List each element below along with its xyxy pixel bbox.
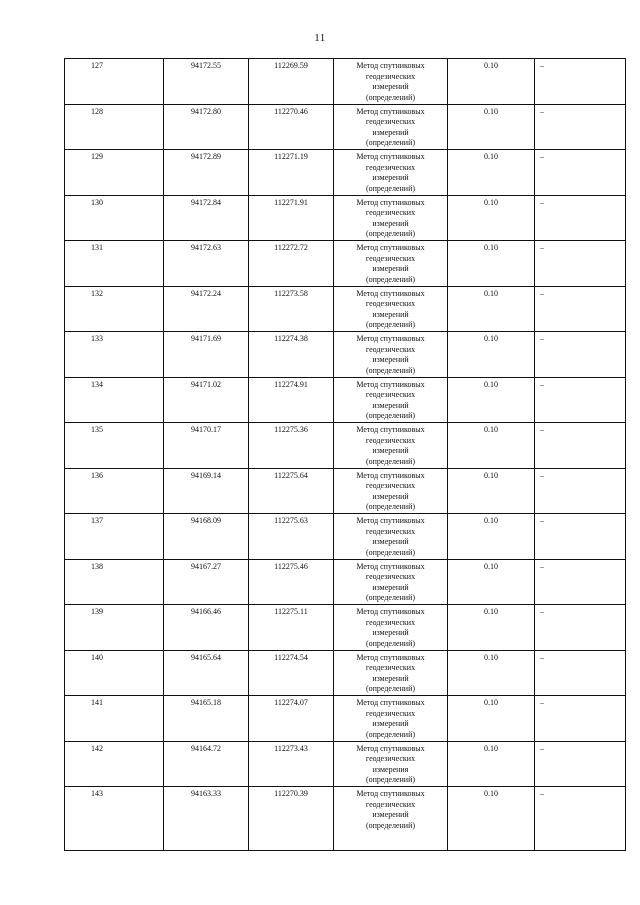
coordinate-x-cell	[164, 559, 249, 605]
point-number-text: 140	[91, 652, 103, 662]
note-text: –	[540, 334, 544, 343]
coordinate-y-text: 112274.91	[274, 379, 308, 389]
accuracy-text: 0.10	[484, 288, 498, 298]
note-cell	[535, 787, 626, 851]
coordinate-x-text: 94172.80	[191, 106, 221, 116]
coordinate-x-text: 94166.46	[191, 607, 221, 616]
coordinate-y-cell	[249, 423, 334, 469]
accuracy-text: 0.10	[484, 334, 498, 343]
accuracy-cell	[448, 332, 535, 378]
coordinate-x-text: 94169.14	[191, 470, 221, 480]
method-cell	[334, 332, 448, 378]
note-cell	[535, 696, 626, 742]
accuracy-text: 0.10	[484, 61, 498, 70]
coordinate-x-text: 94164.72	[191, 743, 221, 753]
page-number: 11	[314, 32, 326, 44]
note-cell	[535, 286, 626, 332]
accuracy-text: 0.10	[484, 698, 498, 707]
note-cell	[535, 241, 626, 287]
method-text: Метод спутниковых геодезических измерений (определений)	[356, 652, 425, 693]
method-text: Метод спутниковых геодезических измерений (определений)	[356, 288, 425, 329]
note-cell	[535, 650, 626, 696]
point-number-text: 139	[91, 607, 103, 616]
accuracy-text: 0.10	[484, 743, 498, 753]
accuracy-text: 0.10	[484, 106, 498, 116]
point-number-cell	[65, 741, 164, 787]
coordinate-x-text: 94172.24	[191, 288, 221, 298]
point-number-text: 138	[91, 561, 103, 571]
table-row	[65, 559, 626, 605]
coordinate-y-text: 112275.46	[274, 561, 308, 571]
note-cell	[535, 332, 626, 378]
note-text: –	[540, 425, 544, 434]
method-text: Метод спутниковых геодезических измерений (определений)	[356, 516, 425, 557]
note-text: –	[540, 470, 544, 480]
coordinate-x-cell	[164, 468, 249, 514]
point-number-text: 133	[91, 334, 103, 343]
point-number-text: 130	[91, 197, 103, 207]
point-number-cell	[65, 605, 164, 651]
point-number-cell	[65, 787, 164, 851]
table-row	[65, 514, 626, 560]
method-cell	[334, 59, 448, 105]
coordinate-x-cell	[164, 696, 249, 742]
coordinate-y-text: 112274.38	[274, 334, 308, 343]
accuracy-cell	[448, 741, 535, 787]
point-number-cell	[65, 286, 164, 332]
point-number-cell	[65, 59, 164, 105]
coordinate-x-cell	[164, 650, 249, 696]
note-text: –	[540, 652, 544, 662]
coordinate-x-text: 94168.09	[191, 516, 221, 525]
point-number-text: 134	[91, 379, 103, 389]
accuracy-cell	[448, 605, 535, 651]
coordinate-x-text: 94170.17	[191, 425, 221, 434]
coordinate-x-cell	[164, 332, 249, 378]
method-cell	[334, 241, 448, 287]
coordinate-y-cell	[249, 104, 334, 150]
point-number-text: 128	[91, 106, 103, 116]
accuracy-cell	[448, 559, 535, 605]
coordinate-x-cell	[164, 605, 249, 651]
table-row	[65, 605, 626, 651]
accuracy-cell	[448, 241, 535, 287]
note-cell	[535, 377, 626, 423]
coordinate-y-text: 112273.58	[274, 288, 308, 298]
coordinate-y-cell	[249, 559, 334, 605]
coordinate-x-cell	[164, 286, 249, 332]
coordinate-y-text: 112270.46	[274, 106, 308, 116]
accuracy-cell	[448, 150, 535, 196]
coordinate-x-cell	[164, 741, 249, 787]
coordinate-x-text: 94172.84	[191, 197, 221, 207]
coordinate-x-text: 94167.27	[191, 561, 221, 571]
coordinate-y-cell	[249, 468, 334, 514]
method-cell	[334, 741, 448, 787]
method-text: Метод спутниковых геодезических измерений (определений)	[356, 379, 425, 420]
note-text: –	[540, 197, 544, 207]
table-row	[65, 195, 626, 241]
point-number-text: 129	[91, 152, 103, 161]
coordinate-x-cell	[164, 423, 249, 469]
point-number-cell	[65, 104, 164, 150]
coordinate-y-cell	[249, 650, 334, 696]
coordinate-y-cell	[249, 605, 334, 651]
coordinate-y-cell	[249, 741, 334, 787]
point-number-text: 131	[91, 243, 103, 252]
table-row	[65, 741, 626, 787]
point-number-text: 135	[91, 425, 103, 434]
note-cell	[535, 605, 626, 651]
note-text: –	[540, 698, 544, 707]
coordinates-table	[64, 58, 626, 851]
note-text: –	[540, 743, 544, 753]
accuracy-cell	[448, 650, 535, 696]
method-text: Метод спутниковых геодезических измерений (определений)	[356, 561, 425, 602]
note-text: –	[540, 607, 544, 616]
note-text: –	[540, 516, 544, 525]
coordinate-x-cell	[164, 195, 249, 241]
coordinate-y-cell	[249, 787, 334, 851]
method-cell	[334, 514, 448, 560]
coordinate-y-text: 112275.64	[274, 470, 308, 480]
accuracy-cell	[448, 787, 535, 851]
point-number-text: 132	[91, 288, 103, 298]
note-cell	[535, 423, 626, 469]
method-text: Метод спутниковых геодезических измерений (определений)	[356, 698, 425, 739]
point-number-cell	[65, 650, 164, 696]
method-text: Метод спутниковых геодезических измерений (определений)	[356, 152, 425, 193]
coordinate-x-cell	[164, 59, 249, 105]
coordinate-y-text: 112271.91	[274, 197, 308, 207]
accuracy-text: 0.10	[484, 516, 498, 525]
coordinate-y-text: 112275.63	[274, 516, 308, 525]
coordinate-y-text: 112271.19	[274, 152, 308, 161]
table-row	[65, 104, 626, 150]
coordinate-y-text: 112274.54	[274, 652, 308, 662]
method-cell	[334, 650, 448, 696]
table-row	[65, 59, 626, 105]
point-number-cell	[65, 559, 164, 605]
method-cell	[334, 696, 448, 742]
coordinate-x-cell	[164, 150, 249, 196]
coordinate-x-cell	[164, 241, 249, 287]
table-row	[65, 150, 626, 196]
point-number-text: 137	[91, 516, 103, 525]
point-number-cell	[65, 150, 164, 196]
table-row	[65, 787, 626, 851]
accuracy-text: 0.10	[484, 652, 498, 662]
point-number-text: 141	[91, 698, 103, 707]
table-row	[65, 468, 626, 514]
accuracy-text: 0.10	[484, 425, 498, 434]
coordinate-y-text: 112275.36	[274, 425, 308, 434]
coordinate-x-text: 94172.89	[191, 152, 221, 161]
coordinate-y-cell	[249, 286, 334, 332]
accuracy-cell	[448, 514, 535, 560]
point-number-cell	[65, 241, 164, 287]
coordinate-x-cell	[164, 104, 249, 150]
point-number-text: 127	[91, 61, 103, 70]
accuracy-text: 0.10	[484, 470, 498, 480]
table-row	[65, 650, 626, 696]
note-text: –	[540, 561, 544, 571]
coordinate-y-cell	[249, 59, 334, 105]
note-cell	[535, 468, 626, 514]
method-text: Метод спутниковых геодезических измерений (определений)	[356, 789, 425, 830]
method-cell	[334, 195, 448, 241]
method-text: Метод спутниковых геодезических измерений (определений)	[356, 61, 425, 102]
coordinate-y-cell	[249, 332, 334, 378]
note-cell	[535, 104, 626, 150]
coordinate-y-text: 112274.07	[274, 698, 308, 707]
method-cell	[334, 104, 448, 150]
table-row	[65, 423, 626, 469]
point-number-cell	[65, 468, 164, 514]
method-cell	[334, 150, 448, 196]
accuracy-cell	[448, 696, 535, 742]
point-number-text: 143	[91, 789, 103, 798]
method-cell	[334, 787, 448, 851]
point-number-cell	[65, 514, 164, 560]
point-number-cell	[65, 332, 164, 378]
accuracy-text: 0.10	[484, 379, 498, 389]
method-cell	[334, 559, 448, 605]
note-cell	[535, 559, 626, 605]
coordinate-x-text: 94172.63	[191, 243, 221, 252]
accuracy-cell	[448, 195, 535, 241]
table-body	[65, 59, 626, 851]
note-text: –	[540, 789, 544, 798]
note-text: –	[540, 106, 544, 116]
coordinate-x-text: 94165.64	[191, 652, 221, 662]
point-number-cell	[65, 423, 164, 469]
coordinate-y-cell	[249, 150, 334, 196]
accuracy-cell	[448, 377, 535, 423]
point-number-cell	[65, 696, 164, 742]
note-cell	[535, 741, 626, 787]
table-row	[65, 241, 626, 287]
coordinate-y-text: 112273.43	[274, 743, 308, 753]
coordinate-x-text: 94165.18	[191, 698, 221, 707]
point-number-text: 136	[91, 470, 103, 480]
coordinate-x-cell	[164, 377, 249, 423]
coordinate-y-text: 112275.11	[274, 607, 308, 616]
accuracy-text: 0.10	[484, 152, 498, 161]
accuracy-text: 0.10	[484, 243, 498, 252]
coordinate-x-text: 94171.02	[191, 379, 221, 389]
method-text: Метод спутниковых геодезических измерений (определений)	[356, 197, 425, 238]
coordinate-y-text: 112270.39	[274, 789, 308, 798]
method-text: Метод спутниковых геодезических измерения (определений)	[356, 743, 425, 784]
method-text: Метод спутниковых геодезических измерений (определений)	[356, 425, 425, 466]
coordinate-x-text: 94172.55	[191, 61, 221, 70]
method-cell	[334, 605, 448, 651]
note-cell	[535, 150, 626, 196]
coordinate-x-cell	[164, 787, 249, 851]
accuracy-text: 0.10	[484, 197, 498, 207]
method-cell	[334, 468, 448, 514]
accuracy-cell	[448, 104, 535, 150]
coordinate-y-cell	[249, 514, 334, 560]
coordinate-x-cell	[164, 514, 249, 560]
coordinate-x-text: 94163.33	[191, 789, 221, 798]
note-cell	[535, 514, 626, 560]
note-text: –	[540, 243, 544, 252]
coordinate-y-cell	[249, 195, 334, 241]
table-row	[65, 332, 626, 378]
note-text: –	[540, 379, 544, 389]
note-text: –	[540, 288, 544, 298]
coordinate-y-text: 112269.59	[274, 61, 308, 70]
coordinate-x-text: 94171.69	[191, 334, 221, 343]
coordinate-y-cell	[249, 696, 334, 742]
note-cell	[535, 195, 626, 241]
accuracy-cell	[448, 59, 535, 105]
method-cell	[334, 377, 448, 423]
coordinate-y-cell	[249, 377, 334, 423]
accuracy-text: 0.10	[484, 561, 498, 571]
point-number-cell	[65, 377, 164, 423]
method-cell	[334, 286, 448, 332]
note-text: –	[540, 152, 544, 161]
table-row	[65, 286, 626, 332]
point-number-cell	[65, 195, 164, 241]
accuracy-text: 0.10	[484, 607, 498, 616]
note-text: –	[540, 61, 544, 70]
table-row	[65, 377, 626, 423]
note-cell	[535, 59, 626, 105]
accuracy-text: 0.10	[484, 789, 498, 798]
coordinate-y-text: 112272.72	[274, 243, 308, 252]
coordinate-y-cell	[249, 241, 334, 287]
point-number-text: 142	[91, 743, 103, 753]
accuracy-cell	[448, 423, 535, 469]
accuracy-cell	[448, 286, 535, 332]
table-row	[65, 696, 626, 742]
accuracy-cell	[448, 468, 535, 514]
method-text: Метод спутниковых геодезических измерений (определений)	[356, 470, 425, 511]
method-cell	[334, 423, 448, 469]
method-text: Метод спутниковых геодезических измерений (определений)	[356, 243, 425, 284]
method-text: Метод спутниковых геодезических измерений (определений)	[356, 334, 425, 375]
method-text: Метод спутниковых геодезических измерений (определений)	[356, 607, 425, 648]
method-text: Метод спутниковых геодезических измерений (определений)	[356, 106, 425, 147]
